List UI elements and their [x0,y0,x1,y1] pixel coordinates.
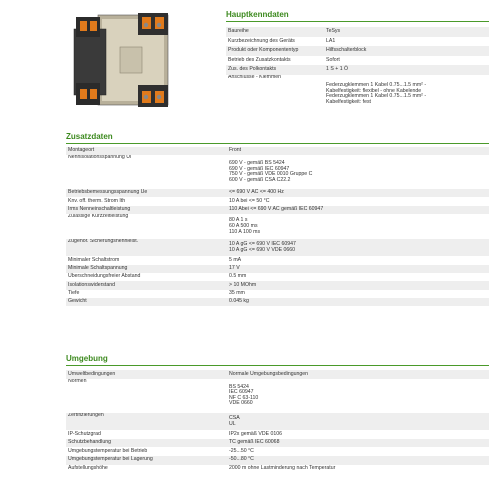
section-title-zusatzdaten: Zusatzdaten [66,132,489,144]
section-title-umgebung: Umgebung [66,354,489,366]
spec-label: Umgebungstemperatur bei Lagerung [66,456,227,465]
table-row [226,75,489,113]
table-row [66,265,489,273]
table-row [66,281,489,289]
table-row [66,439,489,448]
table-row [66,290,489,298]
spec-value-line: 10 A bei <= 50 °C [229,197,270,204]
spec-label: Produkt oder Komponententyp [226,46,324,56]
spec-value [227,273,489,281]
spec-value [324,46,489,56]
spec-label: Isolationswiderstand [66,281,227,289]
spec-value-line: IEC 60947 [229,389,254,396]
spec-label: Anschlüsse - Klemmen [226,75,324,113]
spec-value-line: 80 A 1 s [229,217,248,224]
spec-label: Nennisolationsspannung Ui [66,155,227,189]
spec-label: Umgebungstemperatur bei Betrieb [66,447,227,456]
spec-value-line: TC gemäß IEC 60068 [229,439,280,446]
spec-value-line: UL [229,420,236,427]
spec-value-line: BS 5424 [229,383,249,390]
spec-value-line: <= 690 V AC <= 400 Hz [229,189,284,196]
spec-label: IP-Schutzgrad [66,430,227,439]
spec-value-line: 2000 m ohne Lastminderung nach Temperatur [229,465,336,472]
table-row [226,27,489,37]
table-row [66,379,489,413]
spec-value-line: Sofort [326,56,340,63]
spec-value-line: 60 A 500 ms [229,222,258,229]
spec-value-line: 0.5 mm [229,273,247,280]
spec-label: Minimaler Schaltstrom [66,256,227,264]
spec-label: Knv. off. therm. Strom Ith [66,197,227,205]
spec-value [227,379,489,413]
spec-value-line: 5 mA [229,256,242,263]
spec-value-line: Kabelfestigkeit: flexibel - ohne Kabelende [326,87,422,94]
spec-value-line: 0.045 kg [229,298,249,305]
spec-value-line: 750 V - gemäß VDE 0010 Gruppe C [229,171,313,178]
spec-value [324,37,489,47]
spec-value-line: 690 V - gemäß IEC 60947 [229,165,290,172]
table-row [66,430,489,439]
spec-value [227,147,489,155]
spec-value [227,447,489,456]
table-row [66,155,489,189]
table-row [66,239,489,256]
spec-value [324,27,489,37]
spec-value-line: -50...80 °C [229,456,254,463]
spec-label: Tiefe [66,290,227,298]
spec-value-line: VDE 0660 [229,400,253,407]
spec-value [227,370,489,379]
spec-label: Zertifizierungen [66,413,227,430]
spec-value [227,430,489,439]
table-row [66,413,489,430]
spec-value-line: Kabelfestigkeit: fest [326,98,371,105]
spec-value-line: Hilfsschalterblock [326,47,367,54]
spec-label: Irms Nenneinschaltleistung [66,206,227,214]
spec-value-line: IP2x gemäß VDE 0106 [229,430,283,437]
spec-value-line: 10 A gG <= 690 V IEC 60947 [229,241,296,248]
table-umgebung [66,370,489,473]
spec-value [227,155,489,189]
spec-value [227,456,489,465]
spec-value [227,265,489,273]
spec-label: Gewicht [66,298,227,306]
spec-value [227,281,489,289]
spec-label: Montageort [66,147,227,155]
spec-value-line: 17 V [229,264,240,271]
spec-value-line: Normale Umgebungsbedingungen [229,370,309,377]
spec-value-line: 600 V - gemäß CSA C22.2 [229,176,291,183]
spec-label: Normen [66,379,227,413]
spec-value-line: 110 A 100 ms [229,228,261,235]
spec-label: Baureihe [226,27,324,37]
spec-label: Umweltbedingungen [66,370,227,379]
spec-value-line: 10 A gG <= 690 V VDE 0660 [229,246,296,253]
table-row [226,65,489,75]
spec-value-line: 690 V - gemäß BS 5424 [229,160,285,166]
spec-value [227,298,489,306]
table-row [66,147,489,155]
table-row [66,273,489,281]
table-row [66,447,489,456]
spec-value [227,197,489,205]
spec-value-line: TeSys [326,28,341,34]
table-zusatzdaten [66,147,489,306]
spec-value-line: Front [229,147,242,154]
table-row [66,465,489,474]
table-row [66,256,489,264]
spec-value-line: -25...50 °C [229,447,254,454]
spec-value [324,56,489,66]
spec-value-line: 1 S + 1 Ö [326,66,349,73]
table-row [226,56,489,66]
table-row [66,298,489,306]
spec-value [324,65,489,75]
table-row [66,370,489,379]
spec-value-line: > 10 MOhm [229,281,257,288]
table-row [66,206,489,214]
table-hauptkenndaten [226,27,489,113]
spec-value-line: LA1 [326,37,336,44]
table-row [226,46,489,56]
spec-value [227,206,489,214]
spec-value-line: 110 Abei <= 690 V AC gemäß IEC 60947 [229,206,324,213]
section-title-hauptkenndaten: Hauptkenndaten [226,10,489,22]
table-row [66,197,489,205]
spec-value-line: Federzugklemmen 1 Kabel 0.75...1.5 mm² - [326,81,427,88]
spec-value [227,439,489,448]
spec-value [227,189,489,197]
spec-label: Minimale Schaltspannung [66,265,227,273]
spec-value [227,465,489,474]
spec-label: Aufstellungshöhe [66,465,227,474]
spec-value-line: 35 mm [229,290,245,297]
spec-label: Zugehör. Sicherungsnennleist. [66,239,227,256]
table-row [66,189,489,197]
spec-value-line: Federzugklemmen 1 Kabel 0.75...1.5 mm² - [326,93,427,100]
spec-label: Zulässige Kurzzeitleistung [66,214,227,239]
spec-value [227,256,489,264]
spec-value [227,290,489,298]
spec-label: Kurzbezeichnung des Geräts [226,37,324,47]
product-image [68,11,180,109]
spec-value [324,75,489,113]
table-row [226,37,489,47]
spec-label: Überschneidungsfreier Abstand [66,273,227,281]
table-row [66,456,489,465]
spec-value [227,214,489,239]
spec-label: Zus. des Polkontakts [226,65,324,75]
spec-value [227,239,489,256]
table-row [66,214,489,239]
spec-label: Schutzbehandlung [66,439,227,448]
spec-value-line: NF C 63-110 [229,394,259,401]
spec-label: Betriebsbemessungsspannung Ue [66,189,227,197]
spec-value [227,413,489,430]
spec-value-line: CSA [229,414,240,421]
spec-label: Betrieb des Zusatzkontakts [226,56,324,66]
